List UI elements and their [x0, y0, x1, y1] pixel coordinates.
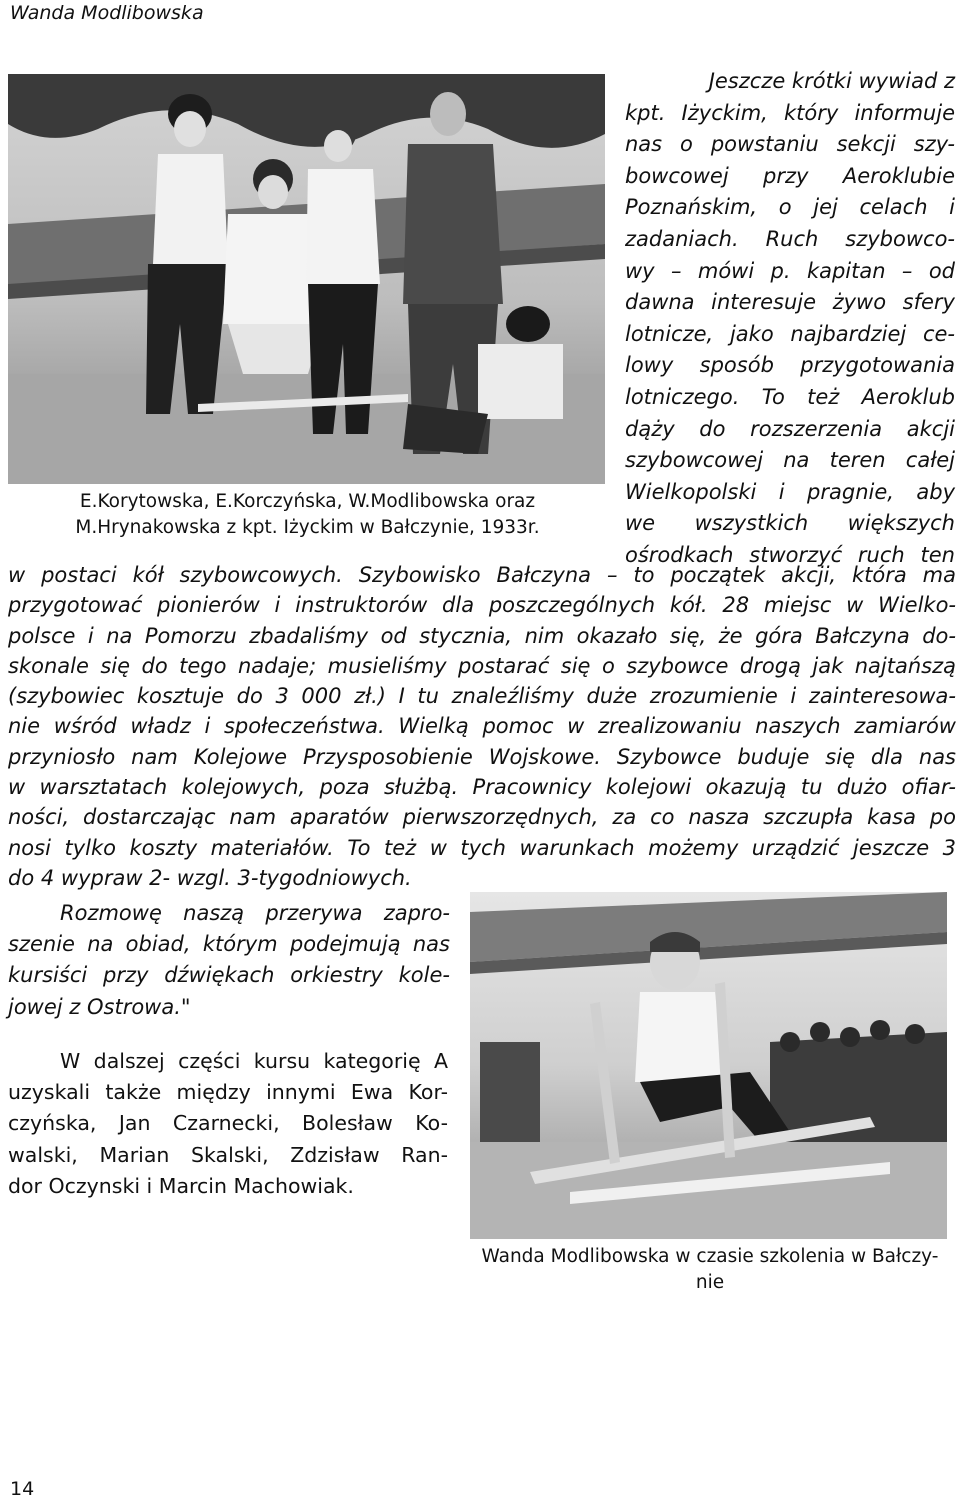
- text-line: W dalszej części kursu kategorię A: [60, 1049, 448, 1073]
- text-line: nie wśród władz i społeczeństwa. Wielką pomoc w zrealizowaniu naszych zamiarów: [8, 714, 956, 739]
- text-line: wy – mówi p. kapitan – od: [625, 258, 955, 283]
- caption-line: E.Korytowska, E.Korczyńska, W.Modlibowska oraz: [79, 491, 536, 512]
- text-line: skonale się do tego nadaje; musieliśmy postarać się o szybowce drogą jak najtańszą: [8, 653, 956, 678]
- text-line: bowcowej przy Aeroklubie: [625, 163, 955, 188]
- text-line: w postaci kół szybowcowych. Szybowisko Bałczyna – to początek akcji, która ma: [8, 563, 956, 587]
- page-number: 14: [10, 1478, 35, 1500]
- training-photo: [470, 892, 947, 1239]
- text-line: przyniosło nam Kolejowe Przysposobienie Wojskowe. Szybowce buduje się dla nas: [8, 744, 956, 769]
- text-line: Jeszcze krótki wywiad z: [708, 69, 955, 93]
- text-line: szybowcowej na teren całej: [625, 448, 955, 473]
- course-results-paragraph: [8, 1046, 448, 1202]
- interview-closing: [8, 898, 450, 1023]
- text-line: ności, dostarczając nam aparatów pierwszorzędnych, za co nasza szczupła kasa po: [8, 805, 956, 830]
- group-photo-caption: [40, 489, 575, 541]
- text-line: jowej z Ostrowa.": [8, 994, 191, 1019]
- text-line: zadaniach. Ruch szybowco-: [625, 226, 955, 251]
- running-header: Wanda Modlibowska: [10, 2, 204, 24]
- text-line: w warsztatach kolejowych, poza służbą. Pracownicy kolejowi okazują tu dużo ofiar-: [8, 775, 956, 800]
- text-line: przygotować pionierów i instruktorów dla poszczególnych kół. 28 miejsc w Wielko-: [8, 593, 956, 618]
- text-line: Wielkopolski i pragnie, aby: [625, 479, 955, 504]
- text-line: Rozmowę naszą przerywa zapro-: [60, 901, 450, 925]
- text-line: lotnicze, jako najbardziej ce-: [625, 321, 955, 346]
- text-line: lowy sposób przygotowania: [625, 353, 955, 378]
- text-line: ośrodkach stworzyć ruch ten: [625, 542, 955, 567]
- text-line: czyńska, Jan Czarnecki, Bolesław Ko-: [8, 1111, 448, 1136]
- text-line: walski, Marian Skalski, Zdzisław Ran-: [8, 1142, 448, 1167]
- interview-body: [8, 560, 956, 893]
- group-photo: [8, 74, 605, 484]
- text-line: Poznańskim, o jej celach i: [625, 195, 955, 220]
- text-line: kursiści przy dźwiękach orkiestry kole-: [8, 963, 450, 988]
- caption-line: Wanda Modlibowska w czasie szkolenia w Bałczy-: [481, 1246, 939, 1267]
- caption-line: M.Hrynakowska z kpt. Iżyckim w Bałczynie, 1933r.: [75, 517, 540, 538]
- caption-line: nie: [695, 1272, 725, 1293]
- text-line: dawna interesuje żywo sfery: [625, 290, 955, 315]
- text-line: lotniczego. To też Aeroklub: [625, 384, 955, 409]
- text-line: nas o powstaniu sekcji szy-: [625, 132, 955, 157]
- text-line: (szybowiec kosztuje do 3 000 zł.) I tu znaleźliśmy duże zrozumienie i zainteresowa-: [8, 684, 956, 709]
- text-line: dąży do rozszerzenia akcji: [625, 416, 955, 441]
- text-line: dor Oczynski i Marcin Machowiak.: [8, 1173, 354, 1198]
- text-line: we wszystkich większych: [625, 511, 955, 536]
- interview-column: [625, 66, 955, 572]
- text-line: nosi tylko koszty materiałów. To też w tych warunkach możemy urządzić jeszcze 3: [8, 835, 956, 860]
- text-line: kpt. Iżyckim, który informuje: [625, 100, 955, 125]
- training-photo-caption: [470, 1244, 950, 1296]
- text-line: polsce i na Pomorzu zbadaliśmy od stycznia, nim okazało się, że góra Bałczyna do-: [8, 623, 956, 648]
- text-line: szenie na obiad, którym podejmują nas: [8, 932, 450, 957]
- text-line: uzyskali także między innymi Ewa Kor-: [8, 1080, 448, 1105]
- text-line: do 4 wypraw 2- wzgl. 3-tygodniowych.: [8, 865, 412, 890]
